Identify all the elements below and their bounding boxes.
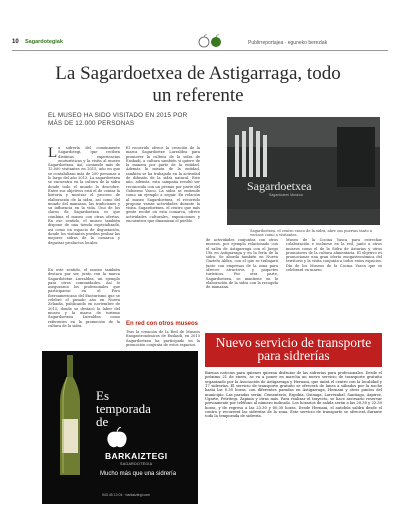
article-column-5: [286, 238, 382, 328]
cider-bottle-icon: [56, 355, 84, 477]
article-column-2: [48, 268, 120, 342]
article-subhead: EL MUSEO HA SIDO VISITADO EN 2015 POR MÁS DE 12.000 PERSONAS: [48, 112, 188, 127]
article-column-4: [206, 238, 278, 318]
transport-body: Buenas noticias para quienes quieran disfrutar de las sidrerías para profesionales. Desde el próximo 21 de enero, se va a poner en marcha un nuevo servicio de transporte gratuito organizado por la Asociación de Astigarraga y Hernani, que unirá el centro con la localidad y 17 sidrerías. El servicio de transporte gratuito se ofrecerá de lunes a sábados por la noche hasta las 0.30 horas, con diferentes paradas en Astigarraga, Hernani y otros puntos del municipio. Las paradas serán: Cementerio, Ergobia, Osinaga, Larrezabal, Santiago, Azpiroz, Ugarte, Petritegi, Zapiain y otras más. Para realizar el trayecto, se hace necesario reservar previamente por teléfono al número indicado. Los horarios de salida serán a las 20.30 y 22.30 horas, y de regreso a las 23.30 y 00.30 horas. Desde Hernani, el autobús saldrá desde el centro y recorrerá las sidrerías de la zona. Este servicio de transporte se ofrecerá durante toda la temporada de sidrería.: [205, 371, 382, 419]
photo-caption: Sagardoetxea, el centro vasco de la sidra, abre sus puertas tanto a vecinos como a visitantes.: [250, 229, 372, 238]
section-title: Sagardotegiak: [25, 39, 63, 45]
publication-label: Publirreportajea · eguneko bereziak: [248, 39, 328, 46]
page-header: [12, 38, 388, 48]
page-number: 10: [12, 39, 19, 45]
ad-brand-subtitle: SAGARDOTEGIA: [120, 462, 153, 466]
ad-title: [96, 389, 151, 428]
ad-brand: BARKAIZTEGI: [105, 451, 168, 461]
column-4-bottom-text: Tras la creación de la Red de Museos Enogastronómicos de Euskadi, en 2015 Sagardoetxea ha participado en la promoción conjunta de estos espacios.: [126, 330, 200, 347]
ad-title-line-1: Es: [96, 388, 109, 403]
transport-title-box: [205, 333, 382, 367]
column-1-text: a sidrería del comúnmente Sagardotegi, que reciben distintas experiencias enoturísticas y la visita al museo Sagardoetxea. Así, contando más de 12.000 visitantes en 2015, año en que se contabilizan más de 200 personas a lo largo del año 2013. La sagardoetxea se encuentra en la cultura de la sidra donde todo el mundo lo descubre. Entre sus objetivos está el de contar la historia y mostrar el proceso de elaboración de la sidra, así como del mundo del manzano, las tradiciones y su influencia en la vida. Uno de los claros de Sagardoetxea es que combina el museo con otras ofertas. En ese sentido, el museo también dispone de una tienda especializada, así como un espacio de degustación, donde los visitantes pueden probar las mejores sidras de la comarca y degustar productos locales.: [48, 146, 120, 245]
photo-sign-text: Sagardoetxea: [247, 179, 312, 193]
article-column-3: [126, 146, 200, 316]
drop-cap: L: [48, 146, 58, 161]
column-5-text: Museo de la Cocina Vasca para estrechar colaboración e incluirse en la red, junto a otros museos como el de la Sidra de Asturias y otros promotores de la cultura alimentaria. El objetivo es promocionar una gran oferta enogastronómica del territorio y la visita conjunta a todos estos espacios. Día de los Museos de la Cocina Vasca que se celebrará en marzo.: [286, 238, 382, 273]
apple-logo-icon: [102, 427, 132, 449]
building-facade-icon: [227, 117, 380, 225]
ad-contact: 943 45 13 04 · barkaiztegi.com: [102, 493, 151, 497]
red-subheading: En red con otros museos: [126, 321, 199, 327]
column-4-text: de actividades conjuntas con otros museos, por ejemplo relacionado con el salón de Astigarraga con el Juego Ufa en Astigarraga y en la feria de la sidra. Se aborda también en Nueva Gaztelu Aldea, con el que se trabajará junto con empresas de la zona para ofrecer atractivos y paquetes turísticos. Por otra parte, Sagardoetxea, se mantiene en la elaboración de la sidra con la recogida de manzana.: [206, 238, 278, 290]
ad-slogan: Mucho más que una sidrería: [100, 471, 177, 477]
apples-logo-icon: [194, 34, 230, 48]
ad-title-line-2: temporada: [96, 401, 151, 416]
barkaiztegi-advertisement: [42, 351, 198, 504]
header-divider: [12, 50, 388, 51]
column-3-text: El recorrido ofrece la creación de la marca Sagardoetxe Lurraldea para promover la cultura de la sidra de Euskadi, a cultura sambién si quiere de la manera por parte de la entidad. Además la misión de la entidad, también se ha trabajado en la actividad de difusión de la sidra natural. Este año, además, esta campaña resultó ser reconocida con un premio por parte del Gobierno Vasco. La sidra se entiende como un ejemplo a seguir. En relación al museo Sagardoetxea, el recorrido propone varias actividades durante la visita. Sagardoetxea, el centro que más gente recibe en esta comarca, ofrece actividades culturales, exposiciones y encuentros que dinamizan el pueblo.: [126, 146, 200, 224]
museum-photo: [227, 117, 380, 225]
article-headline: La Sagardoetxea de Astigarraga, todo un referente: [55, 63, 341, 106]
photo-sign-subtext: Sagardoaren Museoa: [269, 193, 303, 197]
column-2-text: En este sentido, el museo también destaca por ser, junto con la marca Sagardotetxe Lurraldea, un ejemplo para otros comunidades. Así lo aseguraron los profesionales que participaron en el Foro Iberoamericano del Enoturismo que se celebró el pasado año en Nueva Zelanda, publicando en noviembre de 2015, donde se destacó la labor del museo y la marca de turismo Sagardoetxea Lurraldea como referentes en la promoción de la cultura de la sidra.: [48, 268, 120, 328]
ad-title-line-3: de: [96, 414, 109, 429]
transport-title: Nuevo servicio de transporte para sidrerías: [215, 335, 372, 363]
